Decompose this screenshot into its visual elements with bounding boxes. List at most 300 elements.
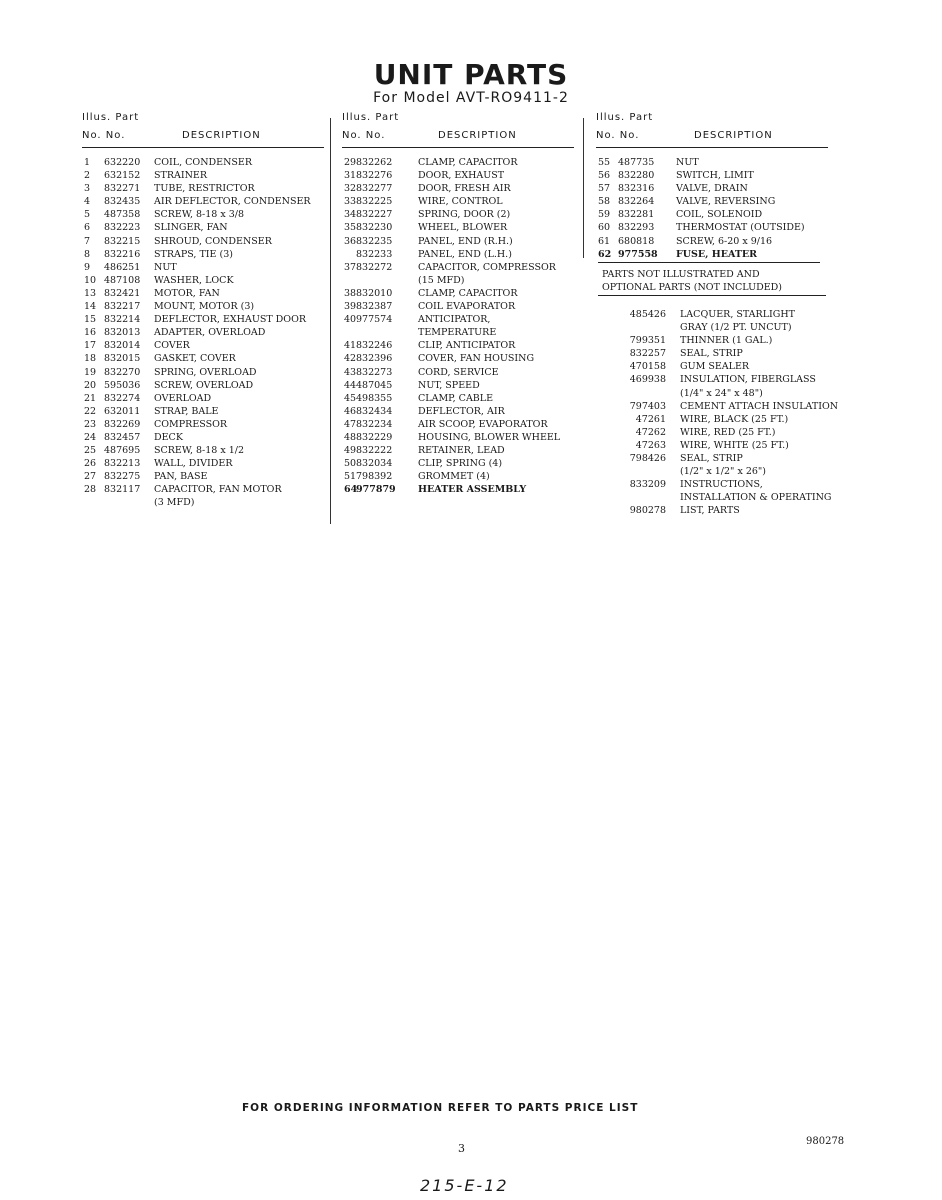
optional-part-row	[626, 360, 866, 373]
illus-number: 61	[598, 235, 611, 247]
part-number: 832387	[356, 301, 393, 313]
illus-number: 27	[84, 471, 97, 483]
illus-number: 29	[344, 157, 357, 168]
part-description: COIL, SOLENOID	[676, 209, 763, 221]
part-number: 832013	[104, 327, 141, 339]
part-number: 469938	[629, 374, 666, 386]
part-number: 980278	[629, 505, 666, 517]
part-description: SEAL, STRIP	[680, 348, 743, 360]
parts-list	[596, 156, 828, 261]
description-label: DESCRIPTION	[438, 130, 517, 141]
part-description: WIRE, WHITE (25 FT.)	[680, 439, 789, 451]
part-description: NUT	[154, 261, 177, 273]
part-number: 832015	[104, 353, 141, 365]
part-number: 977879	[356, 484, 396, 496]
no-no-label: No. No.	[596, 130, 640, 141]
part-row	[342, 326, 574, 339]
part-description: THERMOSTAT (OUTSIDE)	[676, 222, 805, 234]
part-description: WALL, DIVIDER	[154, 458, 233, 470]
part-row	[82, 313, 324, 326]
part-description: OVERLOAD	[154, 392, 212, 404]
part-number: 47263	[635, 439, 666, 451]
part-number: 832280	[618, 170, 655, 182]
part-row	[342, 352, 574, 365]
column-divider-2	[583, 118, 584, 258]
illus-number: 21	[84, 392, 97, 404]
part-number: 680818	[618, 235, 655, 247]
illus-number: 46	[344, 405, 357, 417]
illus-number: 1	[84, 157, 91, 168]
illus-number: 6	[84, 222, 91, 234]
part-number: 832214	[104, 314, 141, 326]
part-number: 832457	[104, 431, 141, 443]
header-rule	[342, 147, 574, 148]
illus-number: 16	[84, 327, 97, 339]
part-description: CLAMP, CAPACITOR	[418, 157, 518, 168]
illus-number: 10	[84, 274, 97, 286]
optional-part-row	[626, 413, 866, 426]
part-number: 977558	[618, 248, 658, 260]
part-description: CAPACITOR, FAN MOTOR	[154, 484, 282, 496]
part-row	[82, 287, 324, 300]
part-description: CAPACITOR, COMPRESSOR	[418, 261, 556, 273]
part-row	[342, 300, 574, 313]
part-description: INSTALLATION & OPERATING	[680, 492, 832, 504]
part-description: HOUSING, BLOWER WHEEL	[418, 431, 561, 443]
part-description: WIRE, CONTROL	[418, 196, 503, 208]
part-number: 832270	[104, 366, 141, 378]
part-row	[82, 418, 324, 431]
page-title: UNIT PARTS	[373, 58, 569, 91]
part-number: 832233	[356, 248, 393, 260]
part-description: ANTICIPATOR,	[418, 314, 491, 326]
part-number: 832235	[356, 235, 393, 247]
part-row	[342, 392, 574, 405]
part-row	[342, 444, 574, 457]
part-row	[82, 261, 324, 274]
part-row	[342, 182, 574, 195]
part-number: 832269	[104, 418, 141, 430]
part-number: 832234	[356, 418, 393, 430]
part-number: 832223	[104, 222, 141, 234]
part-number: 832421	[104, 287, 141, 299]
illus-number: 3	[84, 183, 91, 195]
column-header	[596, 112, 828, 148]
optional-part-row	[626, 465, 866, 478]
part-number: 832275	[104, 471, 141, 483]
illus-number: 60	[598, 222, 611, 234]
part-row	[82, 274, 324, 287]
part-description: RETAINER, LEAD	[418, 445, 505, 457]
part-row	[82, 392, 324, 405]
part-row	[342, 405, 574, 418]
part-description: SEAL, STRIP	[680, 453, 743, 465]
part-number: 797403	[629, 400, 666, 412]
part-description: WHEEL, BLOWER	[418, 222, 508, 234]
optional-heading-line-1: PARTS NOT ILLUSTRATED AND	[602, 269, 760, 280]
illus-number: 2	[84, 170, 91, 182]
part-number: 798426	[629, 453, 666, 465]
part-number: 977574	[356, 314, 393, 326]
part-description: CLAMP, CABLE	[418, 392, 494, 404]
header-rule	[596, 147, 828, 148]
part-number: 832316	[618, 183, 655, 195]
part-row	[342, 379, 574, 392]
part-description: DEFLECTOR, EXHAUST DOOR	[154, 314, 307, 326]
part-row	[342, 169, 574, 182]
part-row	[82, 195, 324, 208]
illus-number: 56	[598, 170, 611, 182]
part-row	[82, 339, 324, 352]
part-row	[596, 235, 828, 248]
part-description: SPRING, OVERLOAD	[154, 366, 257, 378]
illus-number: 4	[84, 196, 91, 208]
part-row	[82, 405, 324, 418]
part-description: GRAY (1/2 PT. UNCUT)	[680, 322, 792, 334]
part-description: (15 MFD)	[418, 274, 465, 286]
optional-part-row	[626, 439, 866, 452]
part-row	[82, 431, 324, 444]
illus-number: 45	[344, 392, 357, 404]
part-description: (1/4" x 24" x 48")	[680, 387, 763, 399]
part-row	[342, 235, 574, 248]
part-row	[82, 156, 324, 169]
part-number: 832216	[104, 248, 141, 260]
illus-number: 13	[84, 287, 97, 299]
part-row	[342, 366, 574, 379]
illus-number: 49	[344, 445, 357, 457]
part-row	[342, 431, 574, 444]
part-description: CEMENT ATTACH INSULATION	[680, 400, 839, 412]
optional-part-row	[626, 478, 866, 491]
illus-number: 20	[84, 379, 97, 391]
part-number: 487108	[104, 274, 141, 286]
part-number: 470158	[629, 361, 666, 373]
part-number: 632152	[104, 170, 141, 182]
part-row	[342, 274, 574, 287]
part-description: COVER, FAN HOUSING	[418, 353, 535, 365]
illus-number: 17	[84, 340, 97, 352]
part-description: COIL, CONDENSER	[154, 157, 252, 168]
part-number: 47262	[635, 426, 666, 438]
illus-number: 25	[84, 445, 97, 457]
parts-list	[342, 156, 574, 496]
part-row	[82, 444, 324, 457]
optional-part-row	[626, 400, 866, 413]
part-description: SLINGER, FAN	[154, 222, 228, 234]
part-row	[82, 300, 324, 313]
part-number: 832434	[356, 405, 393, 417]
part-number: 832246	[356, 340, 393, 352]
part-description: SCREW, 6-20 x 9/16	[676, 235, 773, 247]
illus-number: 19	[84, 366, 97, 378]
part-description: DEFLECTOR, AIR	[418, 405, 505, 417]
part-description: (3 MFD)	[154, 497, 195, 509]
part-description: LIST, PARTS	[680, 505, 740, 517]
part-description: DOOR, EXHAUST	[418, 170, 505, 182]
illus-number: 38	[344, 287, 357, 299]
part-description: CLIP, SPRING (4)	[418, 458, 503, 470]
part-number: 487045	[356, 379, 393, 391]
part-description: SPRING, DOOR (2)	[418, 209, 511, 221]
page-number: 3	[458, 1142, 465, 1155]
illus-number: 32	[344, 183, 357, 195]
part-row	[342, 208, 574, 221]
part-row	[82, 248, 324, 261]
illus-number: 47	[344, 418, 357, 430]
part-description: NUT, SPEED	[418, 379, 480, 391]
part-number: 487695	[104, 445, 141, 457]
part-number: 486251	[104, 261, 141, 273]
illus-number: 26	[84, 458, 97, 470]
part-number: 832293	[618, 222, 655, 234]
part-description: SCREW, 8-18 x 3/8	[154, 209, 245, 221]
part-number: 832396	[356, 353, 393, 365]
part-description: INSTRUCTIONS,	[680, 479, 763, 491]
part-description: SHROUD, CONDENSER	[154, 235, 272, 247]
part-number: 832014	[104, 340, 141, 352]
parts-column-2	[342, 112, 574, 496]
part-number: 832229	[356, 431, 393, 443]
optional-part-row	[626, 452, 866, 465]
illus-number: 36	[344, 235, 357, 247]
illus-number: 23	[84, 418, 97, 430]
illus-number: 18	[84, 353, 97, 365]
part-row	[596, 169, 828, 182]
part-number: 632011	[104, 405, 141, 417]
part-row	[596, 248, 828, 261]
part-number: 832213	[104, 458, 141, 470]
part-row	[82, 326, 324, 339]
part-row	[342, 339, 574, 352]
part-description: STRAP, BALE	[154, 405, 219, 417]
part-description: SCREW, OVERLOAD	[154, 379, 254, 391]
illus-number: 39	[344, 301, 357, 313]
part-number: 832217	[104, 301, 141, 313]
part-description: THINNER (1 GAL.)	[680, 335, 773, 347]
part-description: FUSE, HEATER	[676, 248, 758, 260]
illus-number: 40	[344, 314, 357, 326]
part-description: COVER	[154, 340, 190, 352]
part-description: CLAMP, CAPACITOR	[418, 287, 518, 299]
part-row	[342, 195, 574, 208]
part-description: PANEL, END (L.H.)	[418, 248, 512, 260]
optional-bottom-rule	[598, 295, 826, 296]
illus-number: 44	[344, 379, 357, 391]
illus-number: 5	[84, 209, 91, 221]
description-label: DESCRIPTION	[182, 130, 261, 141]
illus-number: 55	[598, 157, 611, 168]
optional-part-row	[626, 347, 866, 360]
illus-number: 37	[344, 261, 357, 273]
part-row	[342, 221, 574, 234]
part-description: CLIP, ANTICIPATOR	[418, 340, 516, 352]
part-description: STRAINER	[154, 170, 208, 182]
part-row	[596, 182, 828, 195]
no-no-label: No. No.	[82, 130, 126, 141]
part-description: GUM SEALER	[680, 361, 750, 373]
optional-part-row	[626, 387, 866, 400]
part-description: DECK	[154, 431, 183, 443]
part-row	[342, 457, 574, 470]
model-subtitle: For Model AVT-RO9411-2	[373, 90, 569, 106]
part-description: STRAPS, TIE (3)	[154, 248, 233, 260]
optional-part-row	[626, 308, 866, 321]
part-description: VALVE, DRAIN	[676, 183, 748, 195]
part-description: MOTOR, FAN	[154, 287, 220, 299]
part-description: NUT	[676, 157, 699, 168]
part-row	[82, 221, 324, 234]
part-description: TUBE, RESTRICTOR	[154, 183, 255, 195]
part-description: COIL EVAPORATOR	[418, 301, 516, 313]
part-number: 832277	[356, 183, 393, 195]
illus-number: 59	[598, 209, 611, 221]
illus-part-label: Illus. Part	[82, 112, 140, 123]
illus-number: 28	[84, 484, 97, 496]
part-number: 833209	[629, 479, 666, 491]
part-row	[596, 208, 828, 221]
part-number: 47261	[635, 413, 666, 425]
part-row	[82, 182, 324, 195]
part-description: GROMMET (4)	[418, 471, 490, 483]
illus-number: 22	[84, 405, 97, 417]
part-number: 832272	[356, 261, 393, 273]
part-description: PAN, BASE	[154, 471, 208, 483]
part-row	[342, 483, 574, 496]
part-description: AIR DEFLECTOR, CONDENSER	[154, 196, 311, 208]
part-number: 632220	[104, 157, 141, 168]
illus-number: 35	[344, 222, 357, 234]
part-description: WASHER, LOCK	[154, 274, 234, 286]
illus-number: 51	[344, 471, 357, 483]
part-description: WIRE, RED (25 FT.)	[680, 426, 776, 438]
part-number: 485426	[629, 309, 666, 320]
illus-number: 41	[344, 340, 357, 352]
part-number: 832271	[104, 183, 141, 195]
illus-number: 15	[84, 314, 97, 326]
part-row	[82, 169, 324, 182]
illus-number: 64	[344, 484, 358, 496]
part-number: 832117	[104, 484, 141, 496]
description-label: DESCRIPTION	[694, 130, 773, 141]
part-row	[596, 221, 828, 234]
part-description: HEATER ASSEMBLY	[418, 484, 527, 496]
part-description: TEMPERATURE	[418, 327, 497, 339]
part-row	[82, 366, 324, 379]
part-row	[82, 483, 324, 496]
part-row	[596, 156, 828, 169]
parts-column-1	[82, 112, 324, 510]
part-number: 832230	[356, 222, 393, 234]
part-description: (1/2" x 1/2" x 26")	[680, 466, 766, 478]
part-row	[596, 195, 828, 208]
optional-part-row	[626, 373, 866, 386]
part-number: 832262	[356, 157, 393, 168]
part-row	[82, 379, 324, 392]
illus-number: 14	[84, 301, 97, 313]
illus-number: 57	[598, 183, 611, 195]
part-number: 832264	[618, 196, 655, 208]
optional-part-row	[626, 334, 866, 347]
illus-number: 43	[344, 366, 357, 378]
no-no-label: No. No.	[342, 130, 386, 141]
illus-part-label: Illus. Part	[596, 112, 654, 123]
column-header	[82, 112, 324, 148]
part-row	[342, 156, 574, 169]
optional-part-row	[626, 426, 866, 439]
part-description: GASKET, COVER	[154, 353, 236, 365]
part-row	[342, 418, 574, 431]
part-number: 595036	[104, 379, 141, 391]
part-description: MOUNT, MOTOR (3)	[154, 301, 255, 313]
part-row	[342, 261, 574, 274]
part-number: 832215	[104, 235, 141, 247]
illus-number: 24	[84, 431, 97, 443]
part-row	[82, 352, 324, 365]
illus-number: 33	[344, 196, 357, 208]
optional-parts-list	[626, 308, 866, 518]
part-number: 832257	[629, 348, 666, 360]
optional-part-row	[626, 491, 866, 504]
header-rule	[82, 147, 324, 148]
illus-number: 50	[344, 458, 357, 470]
part-row	[82, 208, 324, 221]
part-description: AIR SCOOP, EVAPORATOR	[418, 418, 548, 430]
part-description: VALVE, REVERSING	[676, 196, 776, 208]
part-number: 498355	[356, 392, 393, 404]
illus-number: 62	[598, 248, 612, 260]
part-row	[82, 235, 324, 248]
part-row	[82, 457, 324, 470]
part-number: 799351	[629, 335, 666, 347]
part-number: 832010	[356, 287, 393, 299]
illus-number: 9	[84, 261, 91, 273]
part-description: ADAPTER, OVERLOAD	[154, 327, 266, 339]
illus-number: 31	[344, 170, 357, 182]
part-description: PANEL, END (R.H.)	[418, 235, 513, 247]
parts-list	[82, 156, 324, 510]
part-number: 798392	[356, 471, 393, 483]
optional-part-row	[626, 504, 866, 517]
part-description: SWITCH, LIMIT	[676, 170, 754, 182]
part-number: 832281	[618, 209, 655, 221]
illus-number: 48	[344, 431, 357, 443]
part-row	[342, 313, 574, 326]
part-row	[342, 470, 574, 483]
document-number: 980278	[806, 1136, 845, 1147]
column-divider-1	[330, 118, 331, 524]
part-description: WIRE, BLACK (25 FT.)	[680, 413, 789, 425]
optional-heading-line-2: OPTIONAL PARTS (NOT INCLUDED)	[602, 282, 782, 293]
part-description: SCREW, 8-18 x 1/2	[154, 445, 245, 457]
part-row	[342, 287, 574, 300]
part-number: 832276	[356, 170, 393, 182]
part-number: 832034	[356, 458, 393, 470]
part-number: 832274	[104, 392, 141, 404]
part-description: DOOR, FRESH AIR	[418, 183, 511, 195]
ordering-note: FOR ORDERING INFORMATION REFER TO PARTS PRICE LIST	[242, 1102, 639, 1114]
part-number: 832435	[104, 196, 141, 208]
part-description: CORD, SERVICE	[418, 366, 499, 378]
part-row	[82, 496, 324, 509]
part-description: INSULATION, FIBERGLASS	[680, 374, 816, 386]
part-row	[342, 248, 574, 261]
illus-number: 34	[344, 209, 357, 221]
part-description: LACQUER, STARLIGHT	[680, 309, 795, 320]
handwritten-note: 215-E-12	[420, 1176, 509, 1195]
part-number: 832225	[356, 196, 393, 208]
part-number: 487358	[104, 209, 141, 221]
